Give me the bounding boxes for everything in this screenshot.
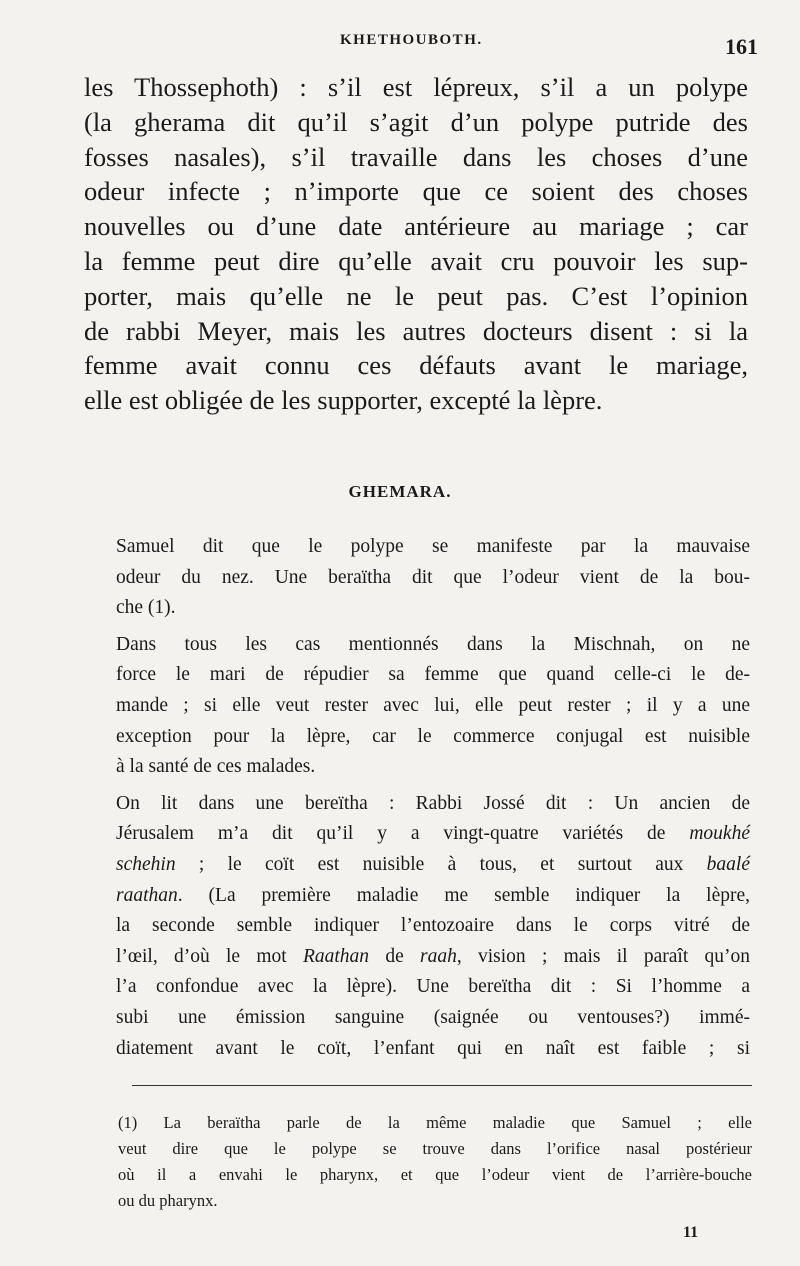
- text-line: On lit dans une bereïtha : Rabbi Jossé dit : Un ancien de: [116, 792, 750, 814]
- text-line: schehin ; le coït est nuisible à tous, et surtout aux baalé: [116, 853, 750, 875]
- paragraph: [116, 630, 750, 783]
- section-heading: GHEMARA.: [348, 482, 452, 501]
- footnote-line: ou du pharynx.: [118, 1191, 218, 1210]
- signature-mark: 11: [683, 1224, 699, 1241]
- text-line: femme avait connu ces défauts avant le mariage,: [84, 350, 748, 381]
- text-line: exception pour la lèpre, car le commerce conjugal est nuisible: [116, 725, 750, 747]
- page-header: [0, 26, 800, 60]
- footnote-line: (1) La beraïtha parle de la même maladie que Samuel ; elle: [118, 1113, 752, 1132]
- text-line: l’œil, d’où le mot Raathan de raah, vision ; mais il paraît qu’on: [116, 945, 750, 967]
- text-line: che (1).: [116, 597, 176, 619]
- text-line: odeur infecte ; n’importe que ce soient des choses: [84, 176, 748, 207]
- text-line: subi une émission sanguine (saignée ou ventouses?) immé-: [116, 1006, 750, 1028]
- text-line: mande ; si elle veut rester avec lui, elle peut rester ; il y a une: [116, 694, 750, 716]
- text-line: la femme peut dire qu’elle avait cru pouvoir les sup-: [84, 245, 748, 276]
- text-line: porter, mais qu’elle ne le peut pas. C’est l’opinion: [84, 280, 748, 311]
- text-line: Dans tous les cas mentionnés dans la Mischnah, on ne: [116, 633, 750, 655]
- text-line: l’a confondue avec la lèpre). Une bereïtha dit : Si l’homme a: [116, 976, 750, 998]
- ghemara-text: [116, 532, 750, 1070]
- text-line: elle est obligée de les supporter, excepté la lèpre.: [84, 385, 603, 416]
- text-line: de rabbi Meyer, mais les autres docteurs disent : si la: [84, 315, 748, 346]
- text-line: Jérusalem m’a dit qu’il y a vingt-quatre variétés de moukhé: [116, 823, 750, 845]
- paragraph: [116, 532, 750, 624]
- text-line: diatement avant le coït, l’enfant qui en naît est faible ; si: [116, 1037, 750, 1059]
- text-line: force le mari de répudier sa femme que quand celle-ci le de-: [116, 664, 750, 686]
- footnote-line: veut dire que le polype se trouve dans l’orifice nasal postérieur: [118, 1139, 752, 1158]
- page-number: 161: [725, 34, 758, 59]
- text-line: raathan. (La première maladie me semble indiquer la lèpre,: [116, 884, 750, 906]
- text-line: odeur du nez. Une beraïtha dit que l’odeur vient de la bou-: [116, 566, 750, 588]
- running-title: KHETHOUBOTH.: [340, 32, 483, 48]
- text-line: fosses nasales), s’il travaille dans les choses d’une: [84, 141, 748, 172]
- text-line: Samuel dit que le polype se manifeste par la mauvaise: [116, 536, 750, 557]
- text-line: la seconde semble indiquer l’entozoaire dans le corps vitré de: [116, 915, 750, 937]
- mishnah-text: [84, 70, 748, 418]
- footnote: [118, 1110, 752, 1214]
- text-line: les Thossephoth) : s’il est lépreux, s’il a un polype: [84, 72, 748, 102]
- text-line: à la santé de ces malades.: [116, 756, 316, 778]
- footnote-divider: [132, 1085, 752, 1086]
- footnote-line: où il a envahi le pharynx, et que l’odeur vient de l’arrière-bouche: [118, 1165, 752, 1184]
- text-line: nouvelles ou d’une date antérieure au mariage ; car: [84, 211, 748, 242]
- text-line: (la gherama dit qu’il s’agit d’un polype putride des: [84, 106, 748, 137]
- paragraph: [116, 789, 750, 1064]
